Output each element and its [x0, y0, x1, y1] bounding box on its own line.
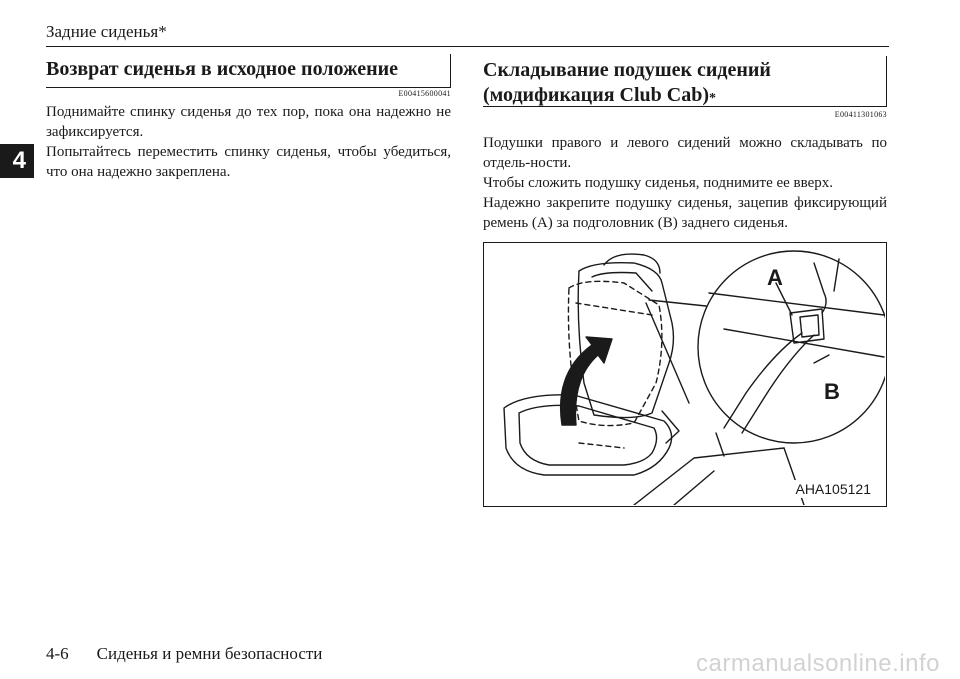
label-b: B [824, 379, 840, 404]
page-number: 4-6 [46, 644, 69, 663]
chapter-tab: 4 [0, 144, 34, 178]
watermark: carmanualsonline.info [696, 650, 940, 677]
footer-section: Сиденья и ремни безопасности [96, 644, 323, 663]
section-left-body [46, 102, 451, 182]
section-left-title: Возврат сиденья в исходное положение [46, 58, 399, 80]
seat-drawing [484, 243, 885, 505]
section-right-heading [483, 56, 887, 107]
title-line-2: (модификация Club Cab) [483, 84, 710, 106]
section-right-body [483, 133, 887, 233]
section-right-title [483, 58, 886, 111]
section-left-code: E00415600041 [398, 89, 451, 98]
page-footer [46, 644, 322, 664]
header-rule [46, 46, 889, 47]
seat-illustration [483, 242, 887, 507]
running-header: Задние сиденья* [46, 22, 167, 41]
section-left-heading [46, 54, 451, 88]
title-marker: * [709, 91, 717, 106]
paragraph: Подушки правого и левого сидений можно складывать по отдель-ности. [483, 135, 887, 171]
paragraph: Чтобы сложить подушку сиденья, поднимите ее вверх. [483, 175, 834, 191]
section-right-code: E00411301063 [834, 110, 887, 119]
figure-code: AHA105121 [792, 480, 874, 498]
title-line-1: Складывание подушек сидений [483, 59, 771, 81]
label-a: A [767, 265, 783, 290]
paragraph: Надежно закрепите подушку сиденья, зацепив фиксирующий ремень (A) за подголовник (B) заднего сиденья. [483, 195, 887, 231]
paragraph: Попытайтесь переместить спинку сиденья, чтобы убедиться, что она надежно закреплена. [46, 144, 451, 180]
paragraph: Поднимайте спинку сиденья до тех пор, пока она надежно не зафиксируется. [46, 104, 451, 140]
